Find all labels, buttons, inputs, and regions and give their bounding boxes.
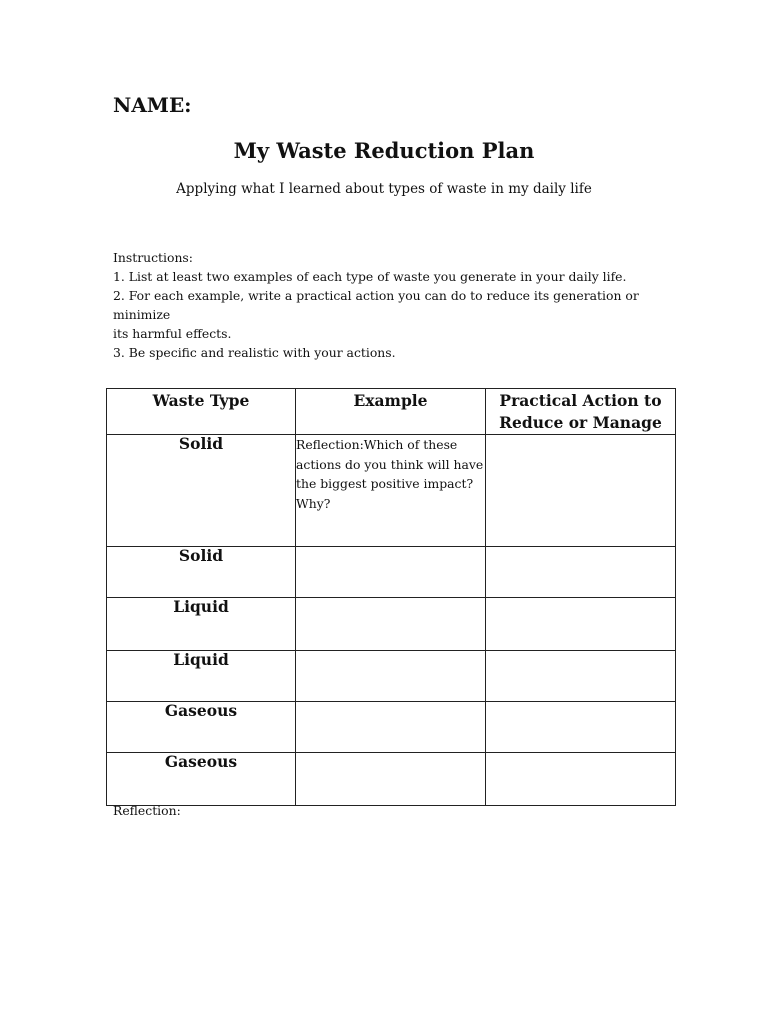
instruction-line: 2. For each example, write a practical action you can do to reduce its generation or minimize xyxy=(113,288,639,322)
table-row xyxy=(107,651,676,702)
header-practical-action: Practical Action to Reduce or Manage xyxy=(486,389,676,435)
action-cell[interactable] xyxy=(486,547,676,598)
action-cell[interactable] xyxy=(486,753,676,806)
waste-plan-table xyxy=(106,388,676,806)
table-row xyxy=(107,598,676,651)
action-cell[interactable] xyxy=(486,435,676,547)
action-cell[interactable] xyxy=(486,702,676,753)
header-waste-type: Waste Type xyxy=(107,389,296,435)
example-cell[interactable]: Reflection:Which of these actions do you think will have the biggest positive impact? Why? xyxy=(296,435,486,547)
instruction-line: its harmful effects. xyxy=(113,326,232,341)
waste-type-cell: Liquid xyxy=(107,651,296,702)
table-row xyxy=(107,753,676,806)
waste-type-cell: Gaseous xyxy=(107,702,296,753)
table-row xyxy=(107,547,676,598)
waste-type-cell: Liquid xyxy=(107,598,296,651)
page-subtitle: Applying what I learned about types of waste in my daily life xyxy=(176,181,592,197)
action-cell[interactable] xyxy=(486,598,676,651)
instruction-line: 1. List at least two examples of each type of waste you generate in your daily life. xyxy=(113,269,627,284)
header-example: Example xyxy=(296,389,486,435)
waste-type-cell: Solid xyxy=(107,435,296,547)
reflection-label: Reflection: xyxy=(113,803,181,818)
example-cell[interactable] xyxy=(296,598,486,651)
waste-type-cell: Gaseous xyxy=(107,753,296,806)
waste-type-cell: Solid xyxy=(107,547,296,598)
name-label: NAME: xyxy=(113,93,192,117)
example-cell[interactable] xyxy=(296,547,486,598)
instructions-block xyxy=(113,248,673,362)
table-header-row xyxy=(107,389,676,435)
page-title: My Waste Reduction Plan xyxy=(233,138,535,163)
instructions-heading: Instructions: xyxy=(113,250,193,265)
table-row xyxy=(107,702,676,753)
table-row xyxy=(107,435,676,547)
instruction-line: 3. Be specific and realistic with your actions. xyxy=(113,345,396,360)
action-cell[interactable] xyxy=(486,651,676,702)
example-cell[interactable] xyxy=(296,753,486,806)
example-cell[interactable] xyxy=(296,702,486,753)
example-cell[interactable] xyxy=(296,651,486,702)
